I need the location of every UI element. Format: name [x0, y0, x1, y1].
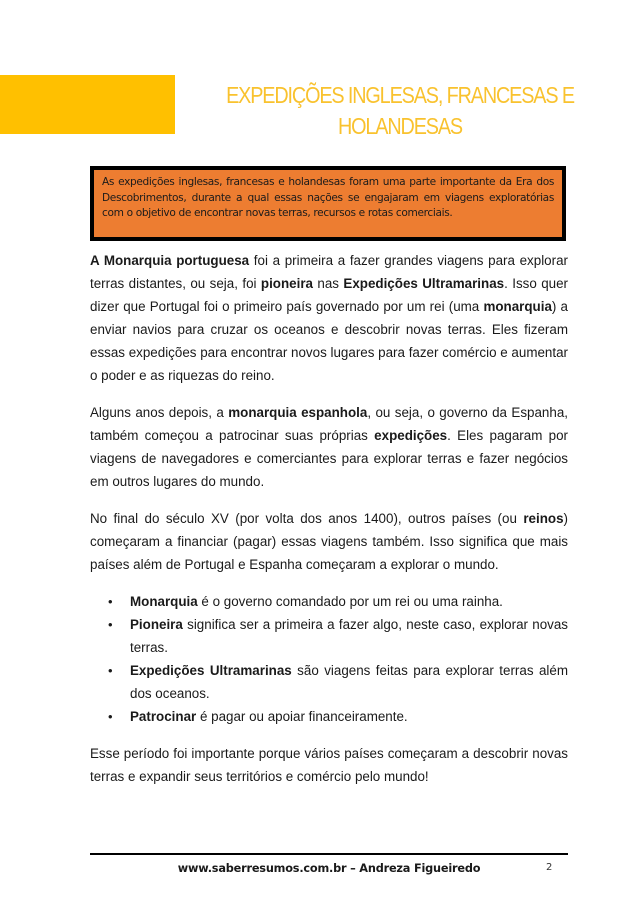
bullet-icon: • [108, 709, 113, 724]
bold-term: monarquia espanhola [228, 405, 368, 420]
bold-term: monarquia [483, 299, 552, 314]
bold-term: A Monarquia portuguesa [90, 253, 250, 268]
glossary-definition: são viagens feitas para explorar terras além dos oceanos. [130, 663, 568, 701]
page-title-line-1: EXPEDIÇÕES INGLESAS, FRANCESAS E [226, 82, 574, 108]
glossary-definition: é pagar ou apoiar financeiramente. [196, 709, 408, 724]
main-content [90, 249, 568, 802]
text-segment: nas [313, 276, 344, 291]
summary-box [90, 166, 566, 241]
bullet-icon: • [108, 663, 113, 678]
footer-divider [90, 853, 568, 855]
glossary-item [108, 613, 568, 659]
summary-text: As expedições inglesas, francesas e holandesas foram uma parte importante da Era dos Descobrimentos, durante a qual essas nações se engajaram em viagens exploratórias com o objetivo de encontrar novas terras, recursos e rotas comerciais. [102, 176, 554, 219]
paragraph-portugal [90, 249, 568, 387]
glossary-item [108, 590, 568, 613]
paragraph-spain [90, 401, 568, 493]
paragraph-other-countries [90, 507, 568, 576]
text-segment: . Eles pagaram por viagens de navegadores e comerciantes para explorar terras e fazer negócios em outros lugares do mundo. [90, 428, 568, 489]
glossary-item [108, 705, 568, 728]
glossary-term: Monarquia [130, 594, 198, 609]
glossary-list [90, 590, 568, 728]
text-segment: Alguns anos depois, a [90, 405, 229, 420]
text-segment: foi a primeira a fazer grandes viagens para explorar terras distantes, ou seja, foi [90, 253, 568, 291]
paragraph-closing: Esse período foi importante porque vários países começaram a descobrir novas terras e expandir seus territórios e comércio pelo mundo! [90, 746, 568, 784]
bold-term: pioneira [260, 276, 313, 291]
glossary-definition: significa ser a primeira a fazer algo, neste caso, explorar novas terras. [130, 617, 568, 655]
page-title [211, 80, 589, 142]
bold-term: reinos [523, 511, 564, 526]
text-segment: No final do século XV (por volta dos anos 1400), outros países (ou [90, 511, 524, 526]
bold-term: expedições [374, 428, 448, 443]
glossary-definition: é o governo comandado por um rei ou uma rainha. [197, 594, 503, 609]
bullet-icon: • [108, 617, 113, 632]
bullet-icon: • [108, 594, 113, 609]
glossary-item [108, 659, 568, 705]
glossary-term: Patrocinar [130, 709, 197, 724]
text-segment: , ou seja, o governo da Espanha, também começou a patrocinar suas próprias [90, 405, 568, 443]
page-number: 2 [546, 862, 553, 873]
bold-term: Expedições Ultramarinas [343, 276, 505, 291]
footer-credit: www.saberresumos.com.br – Andreza Figueiredo [177, 862, 481, 875]
glossary-term: Expedições Ultramarinas [130, 663, 292, 678]
glossary-term: Pioneira [130, 617, 183, 632]
text-segment: ) a enviar navios para cruzar os oceanos e descobrir novas terras. Eles fizeram essas expedições para encontrar novos lugares para fazer comércio e aumentar o poder e as riquezas do reino. [90, 299, 568, 383]
header-accent-bar [0, 75, 175, 134]
page-title-line-2: HOLANDESAS [337, 113, 463, 139]
text-segment: . Isso quer dizer que Portugal foi o primeiro país governado por um rei (uma [90, 276, 569, 314]
text-segment: ) começaram a financiar (pagar) essas viagens também. Isso significa que mais países além de Portugal e Espanha começaram a explorar o mundo. [90, 511, 568, 572]
